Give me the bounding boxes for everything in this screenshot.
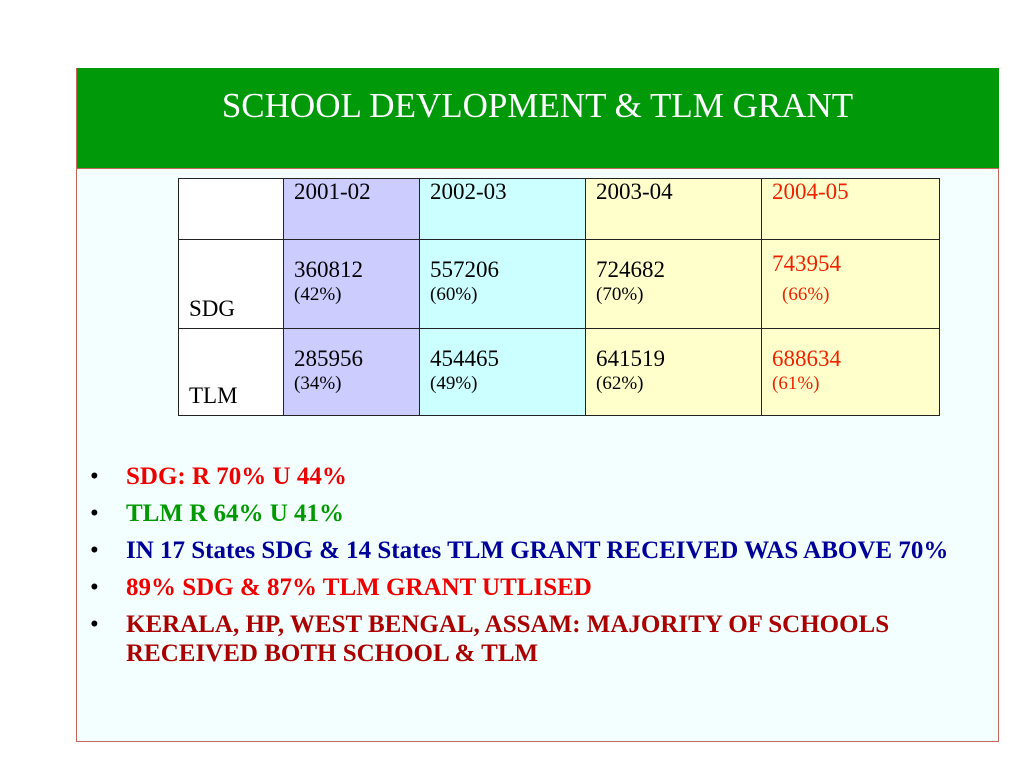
slide-title: SCHOOL DEVLOPMENT & TLM GRANT bbox=[221, 86, 854, 125]
cell-value: 743954 bbox=[772, 251, 841, 276]
table-cell bbox=[420, 329, 586, 416]
header-cell-2002-03: 2002-03 bbox=[420, 179, 586, 240]
cell-percent: (42%) bbox=[294, 284, 342, 305]
bullet-icon: • bbox=[90, 574, 99, 601]
bullet-item-states bbox=[90, 536, 990, 565]
bullet-item-utilised bbox=[90, 573, 990, 602]
bullet-text: IN 17 States SDG & 14 States TLM GRANT RECEIVED WAS ABOVE 70% bbox=[126, 537, 949, 564]
header-cell-2001-02: 2001-02 bbox=[284, 179, 420, 240]
row-label-tlm: TLM bbox=[179, 329, 284, 416]
cell-value: 641519 bbox=[596, 346, 665, 371]
header-cell-2004-05: 2004-05 bbox=[762, 179, 940, 240]
cell-value: 724682 bbox=[596, 257, 665, 282]
table-cell bbox=[586, 329, 762, 416]
cell-value: 360812 bbox=[294, 257, 363, 282]
cell-percent: (60%) bbox=[430, 284, 478, 305]
cell-value: 285956 bbox=[294, 346, 363, 371]
bullet-text: KERALA, HP, WEST BENGAL, ASSAM: MAJORITY OF SCHOOLS RECEIVED BOTH SCHOOL & TLM bbox=[126, 611, 890, 667]
cell-value: 454465 bbox=[430, 346, 499, 371]
bullet-text: TLM R 64% U 41% bbox=[126, 500, 345, 527]
table-cell bbox=[420, 240, 586, 329]
cell-percent: (61%) bbox=[772, 373, 820, 394]
cell-percent: (62%) bbox=[596, 373, 644, 394]
table-cell bbox=[762, 240, 940, 329]
bullet-item-sdg bbox=[90, 462, 990, 491]
cell-value: 557206 bbox=[430, 257, 499, 282]
bullet-text: SDG: R 70% U 44% bbox=[126, 463, 347, 490]
bullet-icon: • bbox=[90, 500, 99, 527]
table-cell bbox=[762, 329, 940, 416]
cell-value: 688634 bbox=[772, 346, 841, 371]
cell-percent: (34%) bbox=[294, 373, 342, 394]
bullet-text: 89% SDG & 87% TLM GRANT UTLISED bbox=[126, 574, 592, 601]
bullet-icon: • bbox=[90, 611, 99, 638]
table-cell bbox=[284, 329, 420, 416]
cell-percent: (66%) bbox=[782, 284, 830, 305]
table-cell bbox=[586, 240, 762, 329]
table-cell bbox=[284, 240, 420, 329]
cell-percent: (70%) bbox=[596, 284, 644, 305]
bullet-icon: • bbox=[90, 537, 99, 564]
grant-table bbox=[178, 178, 940, 416]
bullet-item-tlm bbox=[90, 499, 990, 528]
bullet-item-kerala bbox=[90, 610, 990, 668]
bullet-icon: • bbox=[90, 463, 99, 490]
header-cell-2003-04: 2003-04 bbox=[586, 179, 762, 240]
cell-percent: (49%) bbox=[430, 373, 478, 394]
table-row-sdg bbox=[179, 240, 940, 329]
bullet-list bbox=[90, 462, 990, 676]
header-cell-empty bbox=[179, 179, 284, 240]
table-row-tlm bbox=[179, 329, 940, 416]
row-label-sdg: SDG bbox=[179, 240, 284, 329]
table-header-row bbox=[179, 179, 940, 240]
